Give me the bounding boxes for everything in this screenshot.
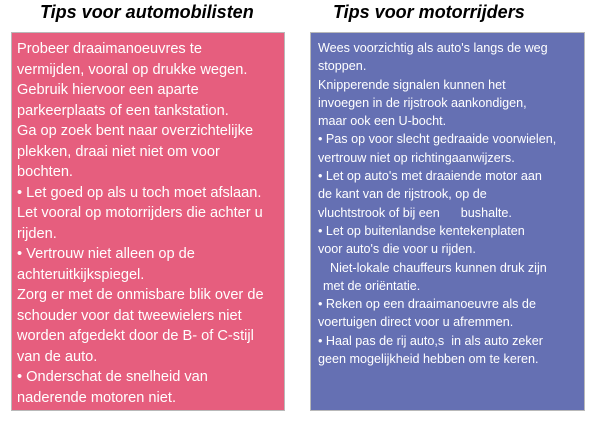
tip-line: schouder voor dat tweewielers niet [17, 307, 242, 324]
tip-line: voertuigen direct voor u afremmen. [318, 315, 514, 330]
tip-line: • Haal pas de rij auto,s in als auto zeker [318, 333, 543, 348]
tip-line: plekken, draai niet niet om voor [17, 143, 220, 160]
tip-line: Ga op zoek bent naar overzichtelijke [17, 123, 254, 139]
tip-line: van de auto. [17, 348, 98, 365]
tip-line: • Vertrouw niet alleen op de [17, 246, 195, 262]
tip-line: Wees voorzichtig als auto's langs de weg [318, 41, 548, 55]
tip-line: Niet-lokale chauffeurs kunnen druk zijn [323, 260, 547, 275]
automobilisten-tips-panel [11, 32, 285, 411]
automobilisten-heading: Tips voor automobilisten [40, 2, 254, 22]
tip-line: de kant van de rijstrook, op de [318, 187, 487, 202]
tip-line: • Let goed op als u toch moet afslaan. [17, 184, 262, 201]
tip-line: naderende motoren niet. [17, 389, 177, 406]
tip-line: Let vooral op motorrijders die achter u [17, 205, 263, 221]
tip-line: • Let op buitenlandse kentekenplaten [318, 223, 525, 238]
tip-line: vluchtstrook of bij een bushalte. [318, 205, 512, 220]
tip-line: invoegen in de rijstrook aankondigen, [318, 95, 527, 110]
tip-line: worden afgedekt door de B- of C-stijl [17, 328, 254, 344]
tip-line: • Reken op een draaimanoeuvre als de [318, 297, 536, 312]
tip-line: stoppen. [318, 59, 367, 74]
motorrijders-tips-panel [310, 32, 585, 411]
tip-line: vertrouw niet op richtingaanwijzers. [318, 150, 515, 165]
tip-line: • Onderschat de snelheid van [17, 369, 208, 385]
tip-line: Knipperende signalen kunnen het [318, 77, 506, 92]
tip-line: voor auto's die voor u rijden. [318, 242, 476, 257]
tip-line: achteruitkijkspiegel. [17, 266, 145, 283]
motorrijders-heading: Tips voor motorrijders [333, 2, 525, 22]
tip-line: • Pas op voor slecht gedraaide voorwielen, [318, 132, 557, 147]
tip-line: maar ook een U-bocht. [318, 114, 447, 129]
tip-line: met de oriëntatie. [323, 278, 421, 293]
tip-line: Gebruik hiervoor een aparte [17, 82, 199, 98]
tip-line: geen mogelijkheid hebben om te keren. [318, 352, 539, 367]
tip-line: parkeerplaats of een tankstation. [17, 102, 229, 119]
tip-line: bochten. [17, 164, 73, 180]
tip-line: Probeer draaimanoeuvres te [17, 41, 202, 57]
tip-line: vermijden, vooral op drukke wegen. [17, 61, 248, 78]
tip-line: rijden. [17, 225, 57, 242]
tip-line: Zorg er met de onmisbare blik over de [17, 287, 264, 303]
tip-line: • Let op auto's met draaiende motor aan [318, 169, 542, 184]
